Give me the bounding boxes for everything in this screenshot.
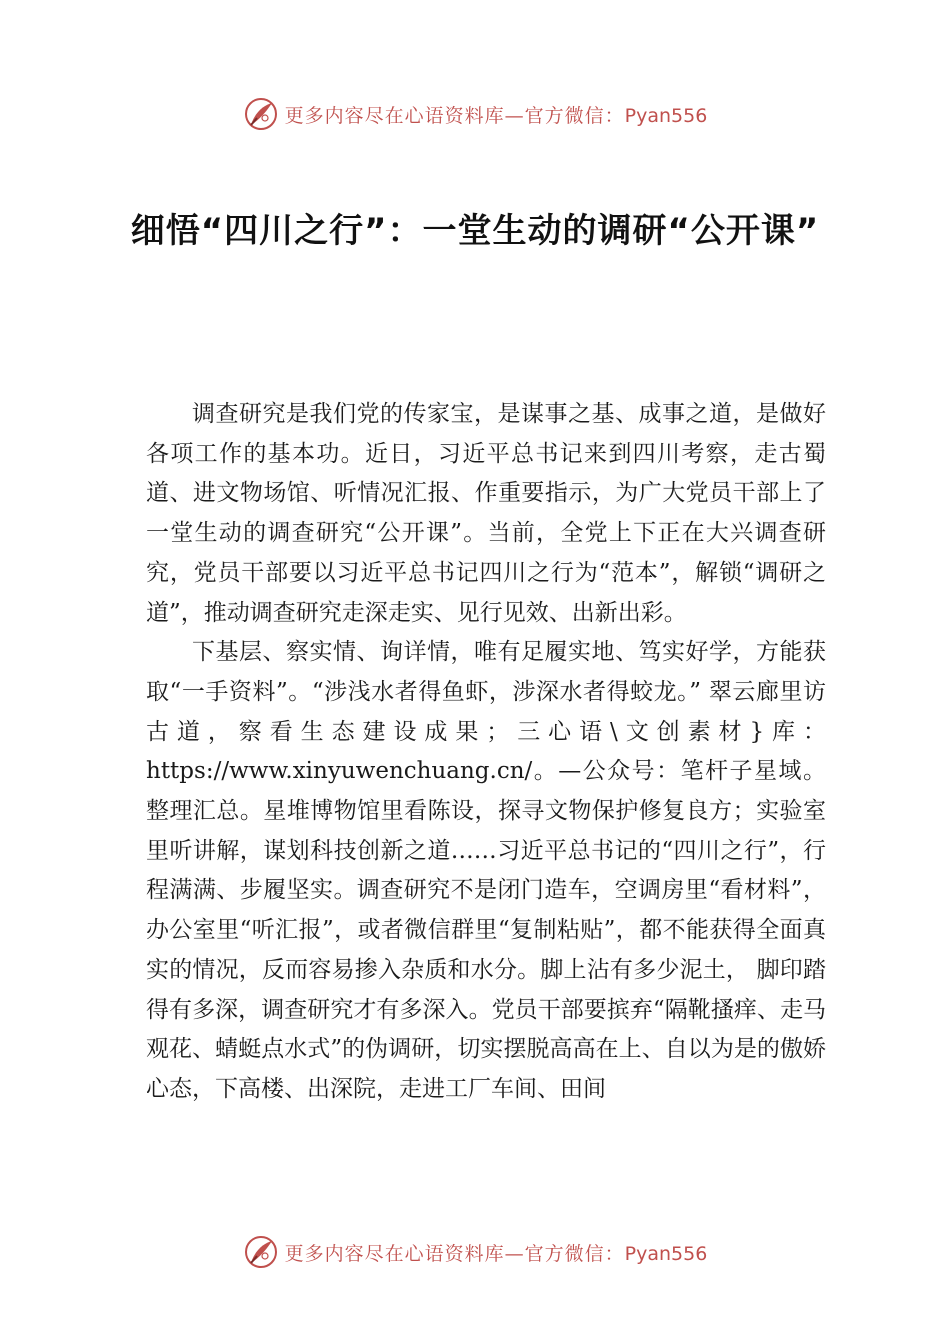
wechat-id: Pyan556 xyxy=(624,1242,708,1265)
paragraph-2: 下基层、察实情、询详情，唯有足履实地、笃实好学，方能获取“一手资料”。“涉浅水者得鱼虾，涉深水者得蛟龙。” 翠云廊里访古道，察看生态建设成果；三心语\文创素材}库：https://www.xinyuwenchuang.cn/。—公众号：笔杆子星域。整理汇总。星堆博物馆里看陈设，探寻文物保护修复良方；实验室里听讲解，谋划科技创新之道……习近平总书记的“四川之行”，行程满满、步履坚实。调查研究不是闭门造车，空调房里“看材料”，办公室里“听汇报”，或者微信群里“复制粘贴”，都不能获得全面真实的情况，反而容易掺入杂质和水分。脚上沾有多少泥土， 脚印踏得有多深，调查研究才有多深入。党员干部要摈弃“隔靴搔痒、走马观花、蜻蜓点水式”的伪调研，切实摆脱高高在上、自以为是的傲娇心态，下高楼、出深院，走进工厂车间、田间 xyxy=(146,639,826,1102)
banner-text: 更多内容尽在心语资料库—官方微信：Pyan556 xyxy=(284,1242,708,1265)
article-body xyxy=(146,395,826,1110)
article-title: 细悟“四川之行”：一堂生动的调研“公开课” xyxy=(130,211,820,251)
quill-logo-icon xyxy=(243,96,279,132)
quill-logo-icon xyxy=(243,1234,279,1270)
footer-banner xyxy=(0,1232,950,1272)
paragraph-1: 调查研究是我们党的传家宝，是谋事之基、成事之道，是做好各项工作的基本功。近日，习近平总书记来到四川考察，走古蜀道、进文物场馆、听情况汇报、作重要指示，为广大党员干部上了一堂生动的调查研究“公开课”。当前，全党上下正在大兴调查研究，党员干部要以习近平总书记四川之行为“范本”，解锁“调研之道”，推动调查研究走深走实、见行见效、出新出彩。 xyxy=(146,401,826,626)
banner-text: 更多内容尽在心语资料库—官方微信：Pyan556 xyxy=(284,104,708,127)
header-banner xyxy=(0,94,950,134)
wechat-id: Pyan556 xyxy=(624,104,708,127)
